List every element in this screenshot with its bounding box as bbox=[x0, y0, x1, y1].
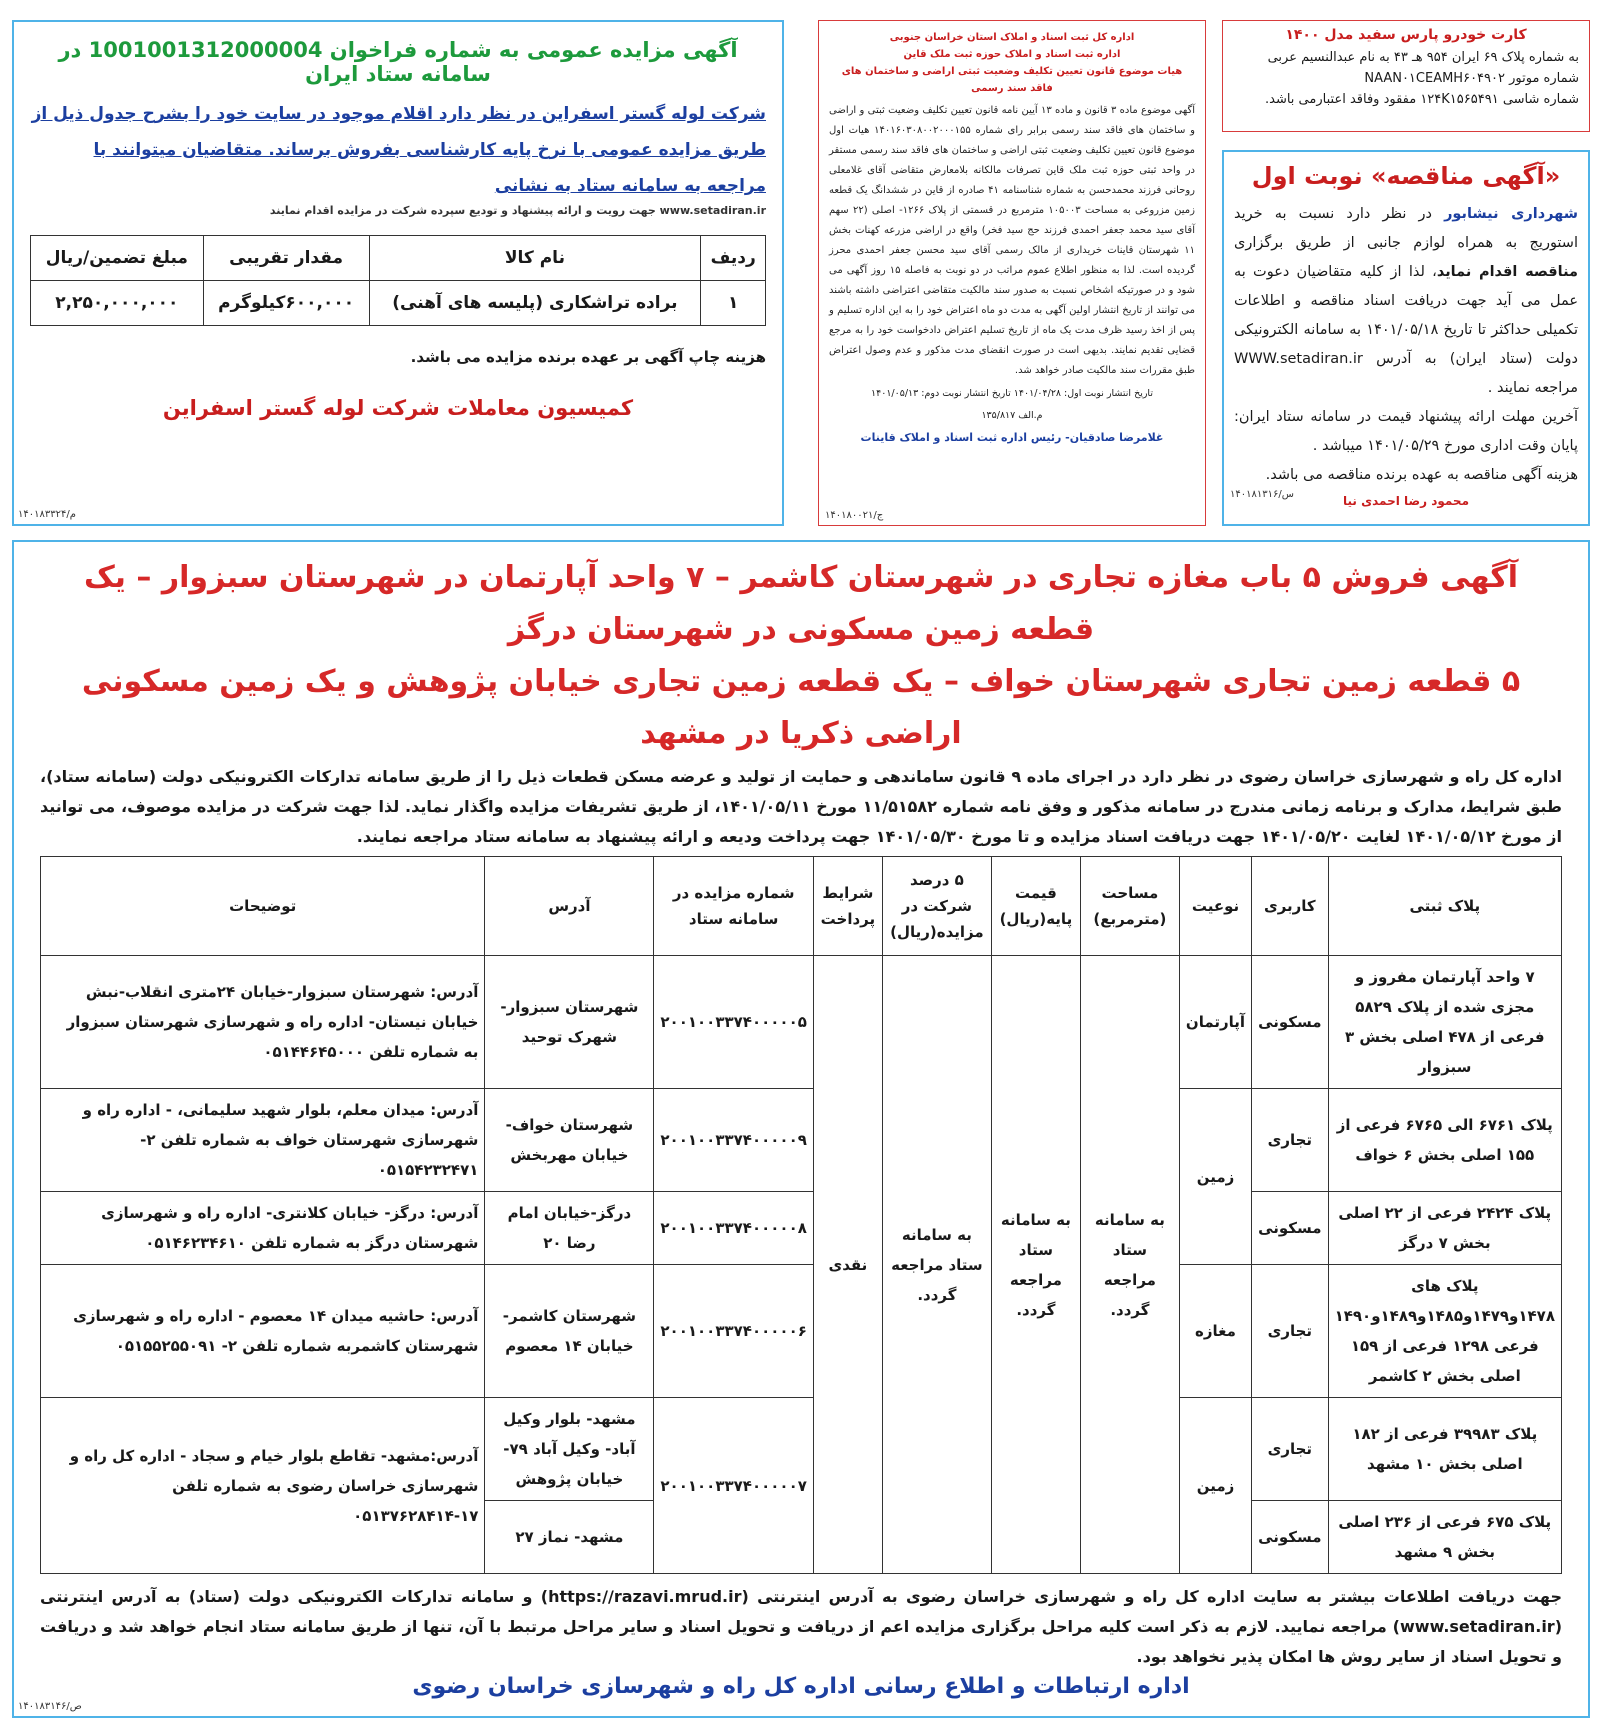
col-price: قیمت پایه(ریال) bbox=[991, 857, 1080, 956]
auction-table bbox=[30, 235, 766, 326]
auction-intro: شرکت لوله گستر اسفراین در نظر دارد اقلام موجود در سایت خود را بشرح جدول ذیل از طریق مزایده عمومی با نرخ پایه کارشناسی بفروش برساند. متقاضیان میتوانند با مراجعه به سامانه ستاد به نشانی bbox=[31, 104, 766, 196]
registry-ref: م.الف ۱۳۵/۸۱۷ bbox=[981, 410, 1043, 421]
cell-payment-merged: نقدی bbox=[813, 956, 882, 1574]
auction-code: ۱۴۰۱۸۳۳۲۴/م bbox=[18, 509, 76, 520]
cell-area-merged: به سامانه ستاد مراجعه گردد. bbox=[1080, 956, 1179, 1574]
cell-desc: آدرس:مشهد- تقاطع بلوار خیام و سجاد - اداره کل راه و شهرسازی خراسان رضوی به شماره تلفن ۱۷-۰۵۱۳۷۶۲۸۴۱۴ bbox=[41, 1398, 485, 1574]
registry-code: ۱۴۰۱۸۰۰۲۱/ج bbox=[825, 510, 884, 521]
registry-header-2: اداره ثبت اسناد و املاک حوزه ثبت ملک قاین bbox=[903, 49, 1121, 60]
table-row bbox=[31, 281, 766, 326]
tender-signer: محمود رضا احمدی نیا bbox=[1343, 494, 1469, 508]
col-area: مساحت (مترمربع) bbox=[1080, 857, 1179, 956]
cell-number: ۲۰۰۱۰۰۳۳۷۴۰۰۰۰۰۷ bbox=[654, 1398, 813, 1574]
col-address: آدرس bbox=[485, 857, 654, 956]
cell-guarantee: ۲,۲۵۰,۰۰۰,۰۰۰ bbox=[31, 281, 204, 326]
sale-intro: اداره کل راه و شهرسازی خراسان رضوی در نظر دارد در اجرای ماده ۹ قانون ساماندهی و حمایت از تولید و عرضه مسکن قطعات ذیل را از طریق سامانه تدارکات الکترونیکی دولت (سامانه ستاد)، طبق شرایط، مدارک و برنامه زمانی مندرج در سامانه مذکور و وفق نامه شماره ۱۱/۵۱۵۸۲ مورخ ۱۴۰۱/۰۵/۱۱، از طریق تشریفات مزایده واگذار نماید. لذا جهت شرکت در مزایده موصوف، می توانید از مورخ ۱۴۰۱/۰۵/۱۲ لغایت ۱۴۰۱/۰۵/۲۰ جهت دریافت اسناد مزایده و تا مورخ ۱۴۰۱/۰۵/۳۰ جهت پرداخت ودیعه و ارائه پیشنهاد به سامانه ستاد مراجعه نمایند. bbox=[40, 767, 1563, 846]
cell-plak: ۷ واحد آپارتمان مفروز و مجزی شده از پلاک ۵۸۲۹ فرعی از ۴۷۸ اصلی بخش ۳ سبزوار bbox=[1328, 956, 1561, 1089]
col-payment: شرایط پرداخت bbox=[813, 857, 882, 956]
cell-price-merged: به سامانه ستاد مراجعه گردد. bbox=[991, 956, 1080, 1574]
cell-address: شهرستان خواف- خیابان مهربخش bbox=[485, 1089, 654, 1192]
cell-number: ۲۰۰۱۰۰۳۳۷۴۰۰۰۰۰۹ bbox=[654, 1089, 813, 1192]
tender-body-2: ، لذا از کلیه متقاضیان دعوت به عمل می آید جهت دریافت اسناد مناقصه و اطلاعات تکمیلی حداکثر تا تاریخ ۱۴۰۱/۰۵/۱۸ به سامانه الکترونیکی دولت (ستاد ایران) به آدرس WWW.setadiran.ir مراجعه نمایند . bbox=[1234, 264, 1578, 396]
tender-org: شهرداری نیشابور bbox=[1444, 206, 1578, 222]
cell-type: آپارتمان bbox=[1179, 956, 1251, 1089]
col-plak: پلاک ثبتی bbox=[1328, 857, 1561, 956]
cell-address: درگز-خیابان امام رضا ۲۰ bbox=[485, 1192, 654, 1265]
cell-use: مسکونی bbox=[1252, 956, 1329, 1089]
sale-table bbox=[40, 856, 1562, 1574]
cell-plak: پلاک ۲۴۲۴ فرعی از ۲۲ اصلی بخش ۷ درگز bbox=[1328, 1192, 1561, 1265]
tender-title: «آگهی مناقصه» نوبت اول bbox=[1251, 162, 1561, 190]
table-row bbox=[41, 1398, 1562, 1501]
registry-header-3: هیات موضوع قانون تعیین تکلیف وضعیت ثبتی اراضی و ساختمان های فاقد سند رسمی bbox=[841, 66, 1183, 94]
cell-desc: آدرس: حاشیه میدان ۱۴ معصوم - اداره راه و شهرسازی شهرستان کاشمربه شماره تلفن ۲- ۰۵۱۵۵۲۵۵۰۹۱ bbox=[41, 1265, 485, 1398]
cell-plak: پلاک های ۱۴۷۸و۱۴۷۹و۱۴۸۵و۱۴۸۹و۱۴۹۰ فرعی ۱۲۹۸ فرعی از ۱۵۹ اصلی بخش ۲ کاشمر bbox=[1328, 1265, 1561, 1398]
cell-use: تجاری bbox=[1252, 1089, 1329, 1192]
cell-desc: آدرس: درگز- خیابان کلانتری- اداره راه و شهرسازی شهرستان درگز به شماره تلفن ۰۵۱۴۶۲۳۴۶۱۰ bbox=[41, 1192, 485, 1265]
car-card-line: به شماره پلاک ۶۹ ایران ۹۵۴ هـ ۴۳ به نام عبدالنسیم عربی bbox=[1267, 50, 1579, 65]
cell-deposit-merged: به سامانه ستاد مراجعه گردد. bbox=[882, 956, 991, 1574]
col-deposit: ۵ درصد شرکت در مزایده(ریال) bbox=[882, 857, 991, 956]
col-number: شماره مزایده در سامانه ستاد bbox=[654, 857, 813, 956]
auction-notice bbox=[12, 20, 784, 526]
cell-item: براده تراشکاری (پلیسه های آهنی) bbox=[369, 281, 701, 326]
cell-plak: پلاک ۳۹۹۸۳ فرعی از ۱۸۲ اصلی بخش ۱۰ مشهد bbox=[1328, 1398, 1561, 1501]
table-row bbox=[41, 1192, 1562, 1265]
registry-dates: تاریخ انتشار نوبت اول: ۱۴۰۱/۰۴/۲۸ تاریخ انتشار نوبت دوم: ۱۴۰۱/۰۵/۱۳ bbox=[871, 388, 1153, 399]
col-row: ردیف bbox=[701, 236, 766, 281]
cell-number: ۲۰۰۱۰۰۳۳۷۴۰۰۰۰۰۶ bbox=[654, 1265, 813, 1398]
sale-footer: جهت دریافت اطلاعات بیشتر به سایت اداره کل راه و شهرسازی خراسان رضوی به آدرس اینترنتی (https://razavi.mrud.ir) و سامانه تدارکات الکترونیکی دولت (ستاد) به آدرس اینترنتی (www.setadiran.ir) مراجعه نمایید. لازم به ذکر است کلیه مراحل برگزاری مزایده اعم از دریافت و تحویل اسناد و سایر مراحل مرتبط با آن، تنها از طریق سامانه ستاد انجام خواهد شد و دریافت و تحویل اسناد از سایر روش ها امکان پذیر نخواهد بود. bbox=[40, 1587, 1563, 1666]
table-row bbox=[41, 1265, 1562, 1398]
sale-table-header bbox=[41, 857, 1562, 956]
tender-deadline: آخرین مهلت ارائه پیشنهاد قیمت در سامانه ستاد ایران: پایان وقت اداری مورخ ۱۴۰۱/۰۵/۲۹ میباشد . bbox=[1234, 409, 1578, 454]
sale-title-2: ۵ قطعه زمین تجاری شهرستان خواف – یک قطعه زمین تجاری خیابان پژوهش و یک زمین مسکونی اراضی ذکریا در مشهد bbox=[81, 664, 1521, 751]
registry-notice bbox=[818, 20, 1206, 526]
cell-address: شهرستان سبزوار- شهرک توحید bbox=[485, 956, 654, 1089]
tender-cost: هزینه آگهی مناقصه به عهده برنده مناقصه می باشد. bbox=[1265, 467, 1578, 483]
car-card-notice bbox=[1222, 20, 1590, 132]
tender-notice bbox=[1222, 150, 1590, 526]
cell-address: شهرستان کاشمر- خیابان ۱۴ معصوم bbox=[485, 1265, 654, 1398]
col-item: نام کالا bbox=[369, 236, 701, 281]
col-qty: مقدار تقریبی bbox=[203, 236, 369, 281]
tender-body-bold: مناقصه اقدام نماید bbox=[1436, 264, 1578, 280]
auction-title: آگهی مزایده عمومی به شماره فراخوان 1001001312000004 در سامانه ستاد ایران bbox=[58, 38, 738, 86]
auction-table-header bbox=[31, 236, 766, 281]
cell-type: مغازه bbox=[1179, 1265, 1251, 1398]
cell-use: مسکونی bbox=[1252, 1501, 1329, 1574]
col-desc: توضیحات bbox=[41, 857, 485, 956]
cell-number: ۲۰۰۱۰۰۳۳۷۴۰۰۰۰۰۸ bbox=[654, 1192, 813, 1265]
col-guarantee: مبلغ تضمین/ریال bbox=[31, 236, 204, 281]
registry-header-1: اداره کل ثبت اسناد و املاک استان خراسان جنوبی bbox=[889, 32, 1135, 43]
cell-use: تجاری bbox=[1252, 1265, 1329, 1398]
col-type: نوعیت bbox=[1179, 857, 1251, 956]
cell-use: مسکونی bbox=[1252, 1192, 1329, 1265]
sale-code: ۱۴۰۱۸۳۱۴۶/ص bbox=[18, 1701, 82, 1712]
car-card-line: شماره موتور NAAN۰۱CEAMH۶۰۴۹۰۲ bbox=[1364, 71, 1579, 86]
tender-code: ۱۴۰۱۸۱۳۱۶/س bbox=[1230, 489, 1294, 500]
cell-type: زمین bbox=[1179, 1089, 1251, 1265]
auction-signer: کمیسیون معاملات شرکت لوله گستر اسفراین bbox=[162, 396, 634, 420]
cell-qty: ۶۰۰,۰۰۰کیلوگرم bbox=[203, 281, 369, 326]
cell-address: مشهد- نماز ۲۷ bbox=[485, 1501, 654, 1574]
auction-small: www.setadiran.ir جهت رویت و ارائه پیشنهاد و تودیع سپرده شرکت در مزایده اقدام نمایند bbox=[269, 204, 766, 217]
cell-address: مشهد- بلوار وکیل آباد- وکیل آباد ۷۹- خیابان پژوهش bbox=[485, 1398, 654, 1501]
auction-note: هزینه چاپ آگهی بر عهده برنده مزایده می باشد. bbox=[410, 348, 766, 366]
sale-title-1: آگهی فروش ۵ باب مغازه تجاری در شهرستان کاشمر – ۷ واحد آپارتمان در شهرستان سبزوار – یک قطعه زمین مسکونی در شهرستان درگز bbox=[83, 560, 1519, 647]
cell-plak: پلاک ۶۷۶۱ الی ۶۷۶۵ فرعی از ۱۵۵ اصلی بخش ۶ خواف bbox=[1328, 1089, 1561, 1192]
cell-plak: پلاک ۶۷۵ فرعی از ۲۳۶ اصلی بخش ۹ مشهد bbox=[1328, 1501, 1561, 1574]
cell-row: ۱ bbox=[701, 281, 766, 326]
cell-type: زمین bbox=[1179, 1398, 1251, 1574]
sale-notice bbox=[12, 540, 1590, 1718]
col-use: کاربری bbox=[1252, 857, 1329, 956]
registry-body: آگهی موضوع ماده ۳ قانون و ماده ۱۳ آیین نامه قانون تعیین تکلیف وضعیت ثبتی و اراضی و ساختمان های فاقد سند رسمی برابر رای شماره ۱۴۰۱۶۰۳۰۸۰۰۲۰۰۰۱۵۵ هیات اول موضوع قانون تعیین تکلیف وضعیت ثبتی اراضی و ساختمان های فاقد سند رسمی مستقر در واحد ثبتی حوزه ثبت ملک قاین تصرفات مالکانه بلامعارض متقاضی آقای غلامعلی روحانی فرزند محمدحسن به شماره شناسنامه ۴۱ صادره از قاین در ششدانگ یک قطعه زمین مزروعی به مساحت ۱۰۵۰۰۳ مترمربع در قسمتی از پلاک ۱۲۶۶- اصلی (۲۲ سهم آقای سید محمد جعفر احمدی فرزند حج سید فخر) واقع در اراضی مزرعه کهنات بخش ۱۱ شهرستان قاینات خریداری از مالک رسمی آقای سید محسن جعفر احمدی محرز گردیده است. لذا به منظور اطلاع عموم مراتب در دو نوبت به فاصله ۱۵ روز آگهی می شود و در صورتیکه اشخاص نسبت به صدور سند مالکیت متقاضی اعتراضی داشته باشند می توانند از تاریخ انتشار اولین آگهی به مدت دو ماه اعتراض خود را به این اداره تسلیم و پس از اخذ رسید ظرف مدت یک ماه از تاریخ تسلیم اعتراض دادخواست خود را به مرجع قضایی تقدیم نمایند. بدیهی است در صورت انقضای مدت مذکور و عدم وصول اعتراض طبق مقررات سند مالکیت صادر خواهد شد. bbox=[829, 105, 1195, 376]
car-card-title: کارت خودرو پارس سفید مدل ۱۴۰۰ bbox=[1285, 27, 1527, 43]
cell-desc: آدرس: میدان معلم، بلوار شهید سلیمانی، - اداره راه و شهرسازی شهرستان خواف به شماره تلفن ۲- ۰۵۱۵۴۲۳۲۴۷۱ bbox=[41, 1089, 485, 1192]
tender-body-1: در نظر دارد نسبت به خرید استوریج به همراه لوازم جانبی از طریق برگزاری bbox=[1234, 206, 1578, 251]
table-row bbox=[41, 956, 1562, 1089]
cell-use: تجاری bbox=[1252, 1398, 1329, 1501]
registry-signer: غلامرضا صادقیان- رئیس اداره ثبت اسناد و املاک قاینات bbox=[860, 431, 1164, 444]
cell-number: ۲۰۰۱۰۰۳۳۷۴۰۰۰۰۰۵ bbox=[654, 956, 813, 1089]
sale-signer: اداره ارتباطات و اطلاع رسانی اداره کل راه و شهرسازی خراسان رضوی bbox=[412, 1674, 1190, 1699]
table-row bbox=[41, 1089, 1562, 1192]
cell-desc: آدرس: شهرستان سبزوار-خیابان ۲۴متری انقلاب-نبش خیابان نیستان- اداره راه و شهرسازی شهرستان سبزوار به شماره تلفن ۰۵۱۴۴۶۴۵۰۰۰ bbox=[41, 956, 485, 1089]
car-card-line: شماره شاسی ۱۲۴K۱۵۶۵۴۹۱ مفقود وفاقد اعتبارمی باشد. bbox=[1265, 92, 1579, 107]
tender-body bbox=[1234, 200, 1578, 403]
